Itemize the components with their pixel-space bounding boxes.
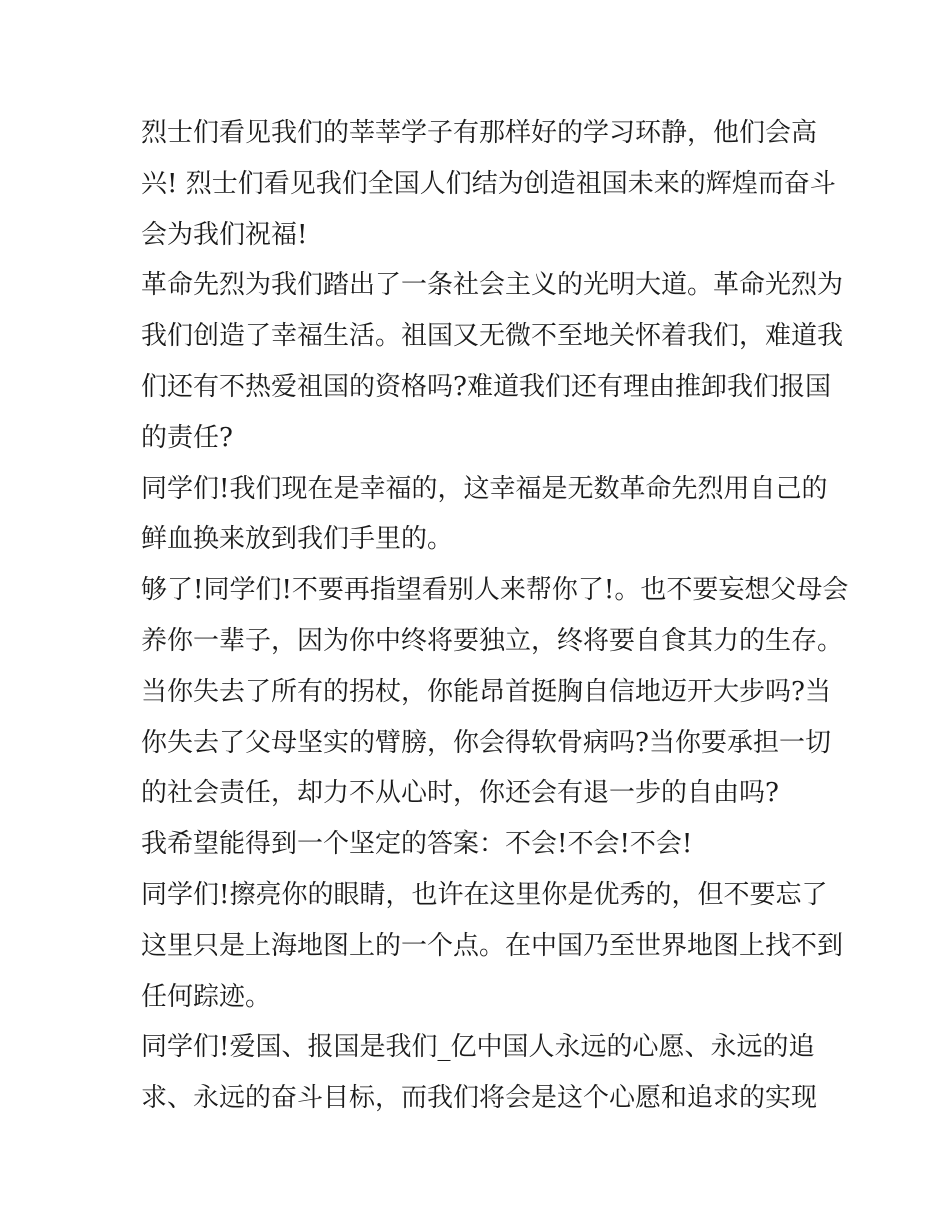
text-line: 的责任? <box>141 422 233 453</box>
document-body <box>141 108 849 1124</box>
text-line: 鲜血换来放到我们手里的。 <box>141 524 454 555</box>
text-line: 同学们!爱国、报国是我们_亿中国人永远的心愿、永远的追 <box>141 1032 815 1063</box>
text-line: 同学们!擦亮你的眼睛，也许在这里你是优秀的，但不要忘了 <box>141 879 828 910</box>
text-line: 兴! 烈士们看见我们全国人们结为创造祖国未来的辉煌而奋斗 <box>141 168 836 199</box>
text-line: 同学们!我们现在是幸福的，这幸福是无数革命先烈用自己的 <box>141 473 828 504</box>
text-line: 求、永远的奋斗目标，而我们将会是这个心愿和追求的实现 <box>141 1083 818 1114</box>
text-line: 养你一辈子，因为你中终将要独立，终将要自食其力的生存。 <box>141 625 844 656</box>
text-line: 你失去了父母坚实的臂膀，你会得软骨病吗?当你要承担一切 <box>141 727 831 758</box>
text-line: 这里只是上海地图上的一个点。在中国乃至世界地图上找不到 <box>141 930 844 961</box>
text-line: 当你失去了所有的拐杖，你能昂首挺胸自信地迈开大步吗?当 <box>141 676 831 707</box>
text-line: 们还有不热爱祖国的资格吗?难道我们还有理由推卸我们报国 <box>141 371 831 402</box>
text-line: 我希望能得到一个坚定的答案：不会!不会!不会! <box>141 829 693 860</box>
text-line: 任何踪迹。 <box>141 981 272 1012</box>
text-line: 我们创造了幸福生活。祖国又无微不至地关怀着我们，难道我 <box>141 321 844 352</box>
text-line: 会为我们祝福! <box>141 219 308 250</box>
text-line: 烈士们看见我们的莘莘学子有那样好的学习环静，他们会高 <box>141 118 818 148</box>
text-line: 够了!同学们!不要再指望看别人来帮你了!。也不要妄想父母会 <box>141 575 849 606</box>
text-line: 革命先烈为我们踏出了一条社会主义的光明大道。革命光烈为 <box>141 270 844 301</box>
text-line: 的社会责任，却力不从心时，你还会有退一步的自由吗? <box>141 778 779 809</box>
